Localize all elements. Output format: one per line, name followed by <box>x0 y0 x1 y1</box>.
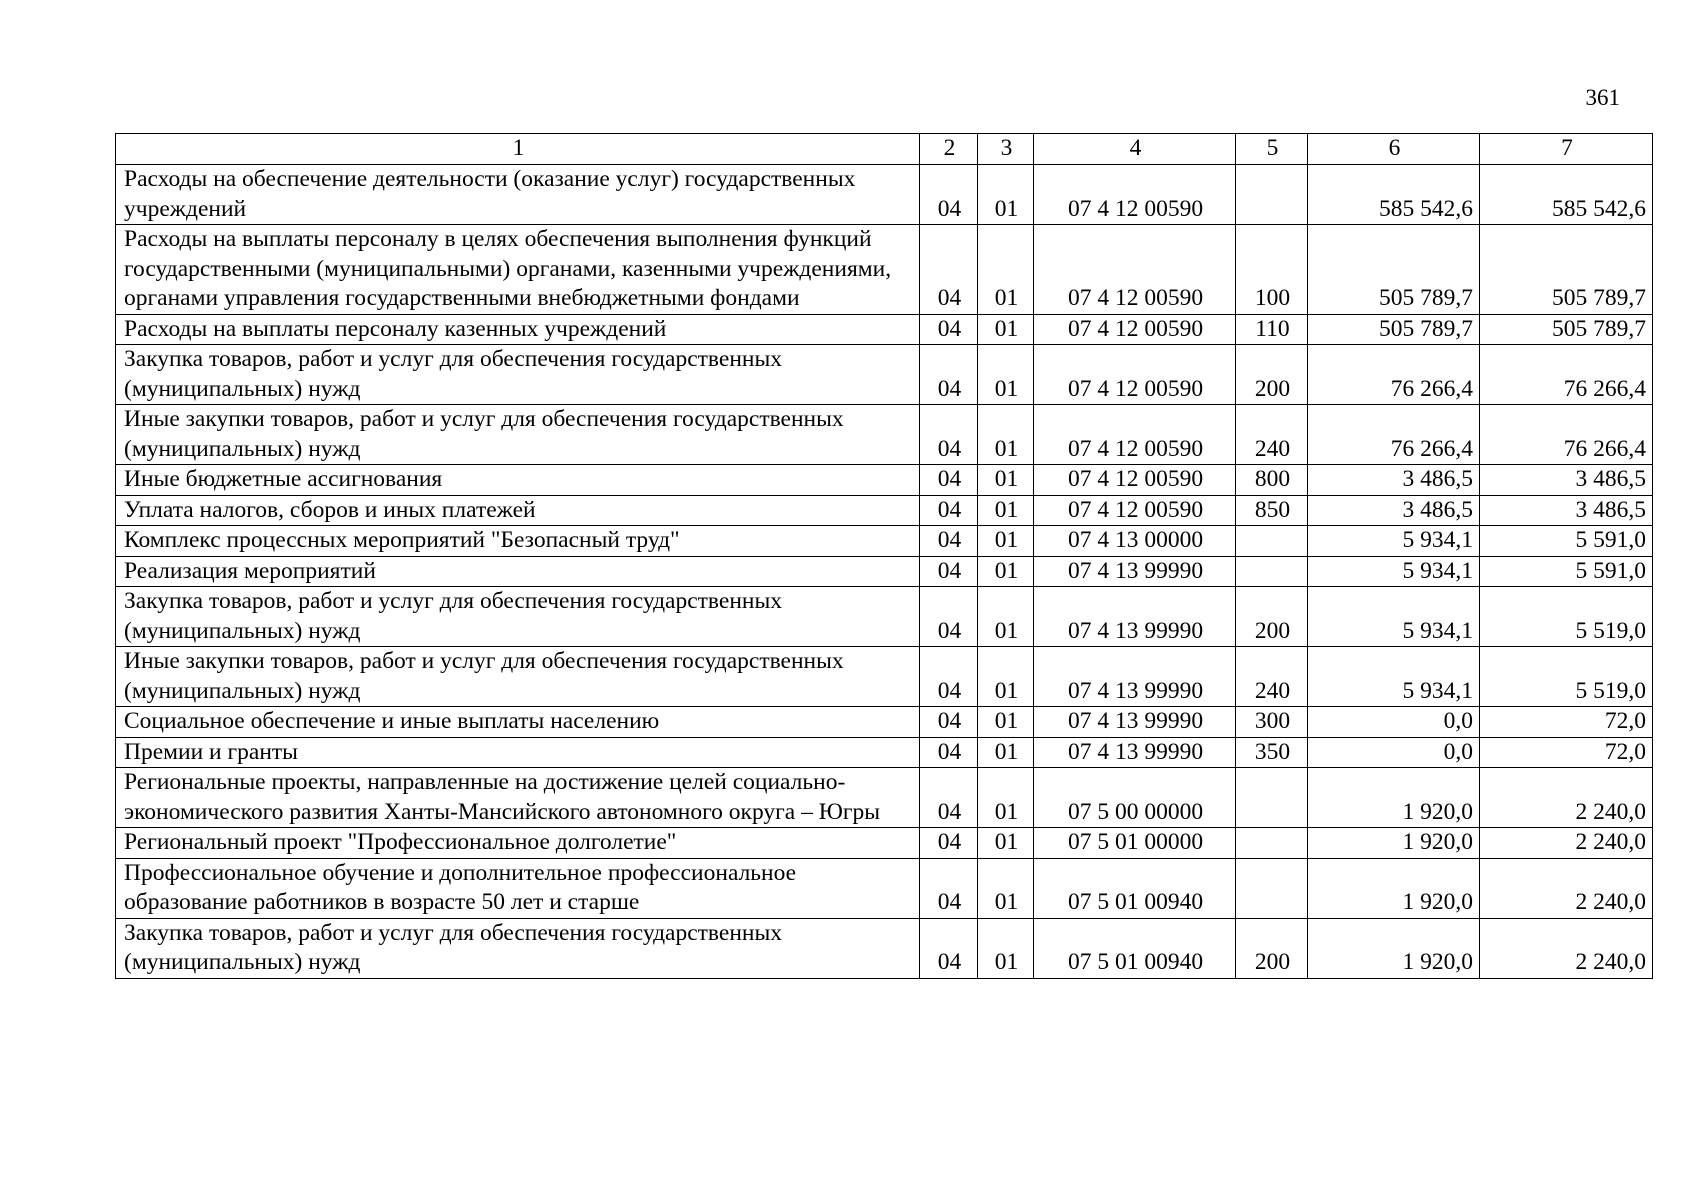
subsection-code-cell: 01 <box>978 768 1034 828</box>
expense-kind-cell: 100 <box>1236 225 1308 315</box>
target-article-cell: 07 4 12 00590 <box>1034 495 1236 526</box>
expense-name-cell: Закупка товаров, работ и услуг для обеспечения государственных (муниципальных) нужд <box>116 345 920 405</box>
expense-kind-cell <box>1236 858 1308 918</box>
amount-col7-cell: 76 266,4 <box>1480 405 1653 465</box>
amount-col6-cell: 5 934,1 <box>1308 526 1480 557</box>
amount-col7-cell: 2 240,0 <box>1480 828 1653 859</box>
amount-col6-cell: 1 920,0 <box>1308 768 1480 828</box>
amount-col7-cell: 2 240,0 <box>1480 858 1653 918</box>
table-row <box>116 647 1653 707</box>
expense-kind-cell <box>1236 828 1308 859</box>
page-number: 361 <box>1585 85 1620 110</box>
expense-name-cell: Иные закупки товаров, работ и услуг для обеспечения государственных (муниципальных) нужд <box>116 647 920 707</box>
amount-col7-cell: 3 486,5 <box>1480 495 1653 526</box>
expense-name-cell: Иные бюджетные ассигнования <box>116 465 920 496</box>
expense-name-cell: Региональный проект "Профессиональное долголетие" <box>116 828 920 859</box>
expense-kind-cell: 300 <box>1236 707 1308 738</box>
expense-kind-cell: 240 <box>1236 405 1308 465</box>
target-article-cell: 07 4 12 00590 <box>1034 314 1236 345</box>
subsection-code-cell: 01 <box>978 828 1034 859</box>
expense-kind-cell: 200 <box>1236 345 1308 405</box>
expense-kind-cell: 850 <box>1236 495 1308 526</box>
expense-name-cell: Закупка товаров, работ и услуг для обеспечения государственных (муниципальных) нужд <box>116 918 920 978</box>
amount-col6-cell: 76 266,4 <box>1308 345 1480 405</box>
amount-col6-cell: 5 934,1 <box>1308 647 1480 707</box>
subsection-code-cell: 01 <box>978 495 1034 526</box>
header-cell-7: 7 <box>1480 134 1653 165</box>
expense-name-cell: Расходы на выплаты персоналу казенных учреждений <box>116 314 920 345</box>
section-code-cell: 04 <box>920 556 978 587</box>
subsection-code-cell: 01 <box>978 707 1034 738</box>
section-code-cell: 04 <box>920 526 978 557</box>
header-cell-5: 5 <box>1236 134 1308 165</box>
amount-col6-cell: 5 934,1 <box>1308 556 1480 587</box>
table-row <box>116 737 1653 768</box>
table-row <box>116 858 1653 918</box>
target-article-cell: 07 5 00 00000 <box>1034 768 1236 828</box>
subsection-code-cell: 01 <box>978 465 1034 496</box>
table-row <box>116 556 1653 587</box>
expense-name-cell: Иные закупки товаров, работ и услуг для обеспечения государственных (муниципальных) нужд <box>116 405 920 465</box>
header-cell-1: 1 <box>116 134 920 165</box>
target-article-cell: 07 4 13 00000 <box>1034 526 1236 557</box>
section-code-cell: 04 <box>920 405 978 465</box>
subsection-code-cell: 01 <box>978 858 1034 918</box>
table-row <box>116 918 1653 978</box>
target-article-cell: 07 4 13 99990 <box>1034 587 1236 647</box>
expense-name-cell: Социальное обеспечение и иные выплаты населению <box>116 707 920 738</box>
table-row <box>116 225 1653 315</box>
table-row <box>116 526 1653 557</box>
subsection-code-cell: 01 <box>978 405 1034 465</box>
header-cell-6: 6 <box>1308 134 1480 165</box>
table-row <box>116 828 1653 859</box>
amount-col7-cell: 2 240,0 <box>1480 918 1653 978</box>
expense-name-cell: Уплата налогов, сборов и иных платежей <box>116 495 920 526</box>
table-row <box>116 495 1653 526</box>
subsection-code-cell: 01 <box>978 225 1034 315</box>
expense-name-cell: Закупка товаров, работ и услуг для обеспечения государственных (муниципальных) нужд <box>116 587 920 647</box>
amount-col7-cell: 5 519,0 <box>1480 647 1653 707</box>
subsection-code-cell: 01 <box>978 526 1034 557</box>
subsection-code-cell: 01 <box>978 314 1034 345</box>
amount-col7-cell: 505 789,7 <box>1480 314 1653 345</box>
expense-kind-cell: 110 <box>1236 314 1308 345</box>
expense-kind-cell: 200 <box>1236 587 1308 647</box>
section-code-cell: 04 <box>920 495 978 526</box>
section-code-cell: 04 <box>920 768 978 828</box>
table-row <box>116 405 1653 465</box>
target-article-cell: 07 4 13 99990 <box>1034 647 1236 707</box>
amount-col6-cell: 1 920,0 <box>1308 858 1480 918</box>
amount-col6-cell: 0,0 <box>1308 707 1480 738</box>
target-article-cell: 07 4 13 99990 <box>1034 737 1236 768</box>
expense-kind-cell: 200 <box>1236 918 1308 978</box>
section-code-cell: 04 <box>920 858 978 918</box>
target-article-cell: 07 4 13 99990 <box>1034 707 1236 738</box>
table-row <box>116 587 1653 647</box>
expense-kind-cell: 800 <box>1236 465 1308 496</box>
amount-col6-cell: 3 486,5 <box>1308 495 1480 526</box>
table-body <box>116 165 1653 979</box>
expense-kind-cell <box>1236 556 1308 587</box>
subsection-code-cell: 01 <box>978 556 1034 587</box>
expense-kind-cell <box>1236 165 1308 225</box>
amount-col7-cell: 76 266,4 <box>1480 345 1653 405</box>
section-code-cell: 04 <box>920 707 978 738</box>
subsection-code-cell: 01 <box>978 165 1034 225</box>
amount-col6-cell: 505 789,7 <box>1308 225 1480 315</box>
expense-name-cell: Расходы на выплаты персоналу в целях обеспечения выполнения функций государственными (муниципальными) органами, казенными учреждениями, органами управления государственными внебюджетными фондами <box>116 225 920 315</box>
expense-kind-cell: 240 <box>1236 647 1308 707</box>
target-article-cell: 07 4 13 99990 <box>1034 556 1236 587</box>
table-row <box>116 314 1653 345</box>
section-code-cell: 04 <box>920 165 978 225</box>
amount-col7-cell: 2 240,0 <box>1480 768 1653 828</box>
budget-table <box>115 133 1653 979</box>
amount-col6-cell: 0,0 <box>1308 737 1480 768</box>
section-code-cell: 04 <box>920 465 978 496</box>
section-code-cell: 04 <box>920 225 978 315</box>
table-row <box>116 707 1653 738</box>
amount-col6-cell: 505 789,7 <box>1308 314 1480 345</box>
subsection-code-cell: 01 <box>978 647 1034 707</box>
subsection-code-cell: 01 <box>978 737 1034 768</box>
amount-col6-cell: 1 920,0 <box>1308 828 1480 859</box>
subsection-code-cell: 01 <box>978 345 1034 405</box>
amount-col6-cell: 585 542,6 <box>1308 165 1480 225</box>
amount-col7-cell: 585 542,6 <box>1480 165 1653 225</box>
target-article-cell: 07 5 01 00940 <box>1034 858 1236 918</box>
table-row <box>116 465 1653 496</box>
target-article-cell: 07 4 12 00590 <box>1034 465 1236 496</box>
expense-name-cell: Региональные проекты, направленные на достижение целей социально-экономического развития Ханты-Мансийского автономного округа – Югры <box>116 768 920 828</box>
section-code-cell: 04 <box>920 587 978 647</box>
amount-col7-cell: 3 486,5 <box>1480 465 1653 496</box>
expense-kind-cell: 350 <box>1236 737 1308 768</box>
header-cell-3: 3 <box>978 134 1034 165</box>
amount-col7-cell: 5 591,0 <box>1480 526 1653 557</box>
expense-name-cell: Премии и гранты <box>116 737 920 768</box>
expense-kind-cell <box>1236 768 1308 828</box>
table-row <box>116 768 1653 828</box>
expense-name-cell: Расходы на обеспечение деятельности (оказание услуг) государственных учреждений <box>116 165 920 225</box>
table-header <box>116 134 1653 165</box>
expense-name-cell: Профессиональное обучение и дополнительное профессиональное образование работников в возрасте 50 лет и старше <box>116 858 920 918</box>
subsection-code-cell: 01 <box>978 587 1034 647</box>
expense-name-cell: Комплекс процессных мероприятий "Безопасный труд" <box>116 526 920 557</box>
amount-col6-cell: 1 920,0 <box>1308 918 1480 978</box>
section-code-cell: 04 <box>920 647 978 707</box>
header-row <box>116 134 1653 165</box>
amount-col7-cell: 505 789,7 <box>1480 225 1653 315</box>
target-article-cell: 07 4 12 00590 <box>1034 405 1236 465</box>
header-cell-2: 2 <box>920 134 978 165</box>
amount-col7-cell: 72,0 <box>1480 737 1653 768</box>
subsection-code-cell: 01 <box>978 918 1034 978</box>
section-code-cell: 04 <box>920 918 978 978</box>
expense-kind-cell <box>1236 526 1308 557</box>
section-code-cell: 04 <box>920 737 978 768</box>
amount-col7-cell: 5 591,0 <box>1480 556 1653 587</box>
expense-name-cell: Реализация мероприятий <box>116 556 920 587</box>
target-article-cell: 07 5 01 00000 <box>1034 828 1236 859</box>
table-row <box>116 165 1653 225</box>
section-code-cell: 04 <box>920 828 978 859</box>
amount-col7-cell: 72,0 <box>1480 707 1653 738</box>
section-code-cell: 04 <box>920 345 978 405</box>
amount-col6-cell: 76 266,4 <box>1308 405 1480 465</box>
target-article-cell: 07 4 12 00590 <box>1034 225 1236 315</box>
amount-col6-cell: 3 486,5 <box>1308 465 1480 496</box>
target-article-cell: 07 4 12 00590 <box>1034 165 1236 225</box>
section-code-cell: 04 <box>920 314 978 345</box>
header-cell-4: 4 <box>1034 134 1236 165</box>
target-article-cell: 07 5 01 00940 <box>1034 918 1236 978</box>
target-article-cell: 07 4 12 00590 <box>1034 345 1236 405</box>
table-row <box>116 345 1653 405</box>
amount-col7-cell: 5 519,0 <box>1480 587 1653 647</box>
amount-col6-cell: 5 934,1 <box>1308 587 1480 647</box>
